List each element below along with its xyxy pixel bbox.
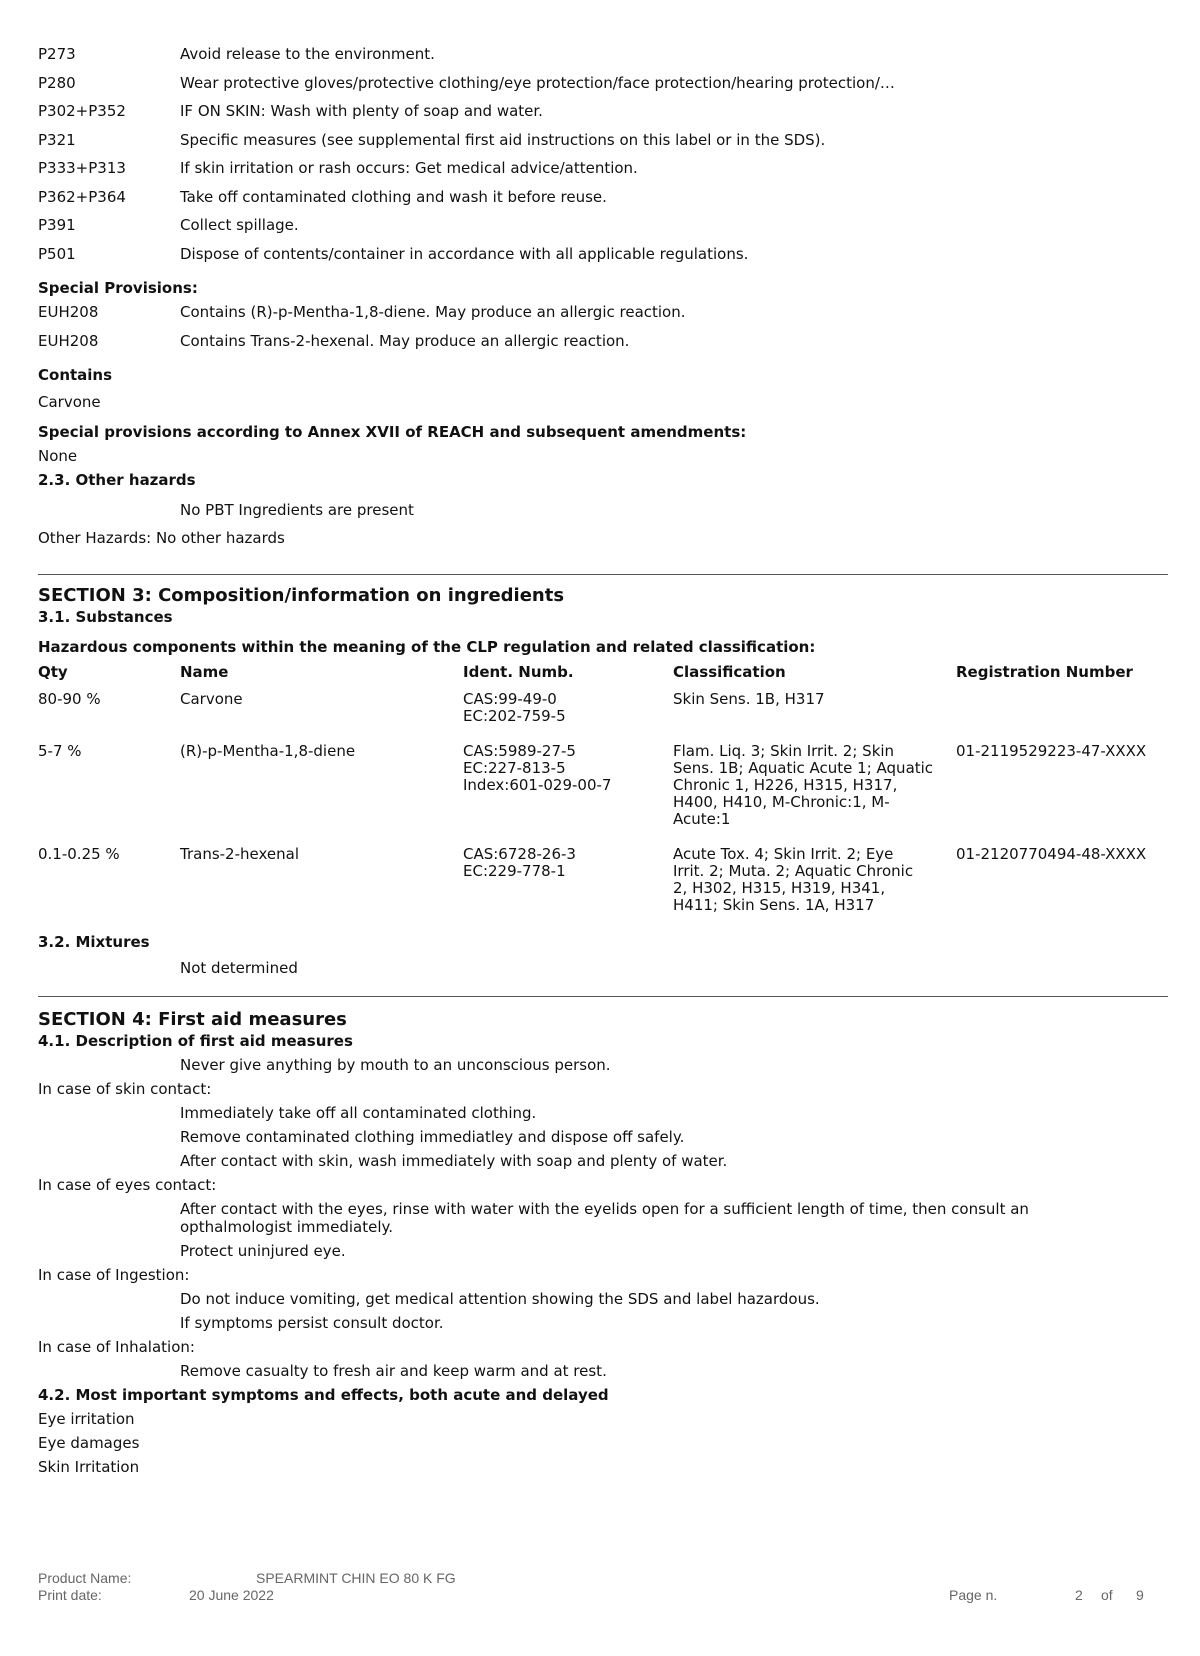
eyes-contact-item: opthalmologist immediately. bbox=[180, 1218, 394, 1236]
section3-title: SECTION 3: Composition/information on ingredients bbox=[38, 585, 565, 606]
precautionary-statements bbox=[38, 44, 1168, 272]
pstatement-row bbox=[38, 215, 1168, 244]
table-header-row bbox=[38, 663, 1168, 691]
footer-product-value: SPEARMINT CHIN EO 80 K FG bbox=[256, 1570, 456, 1586]
inhalation-label: In case of Inhalation: bbox=[38, 1338, 195, 1356]
cell-registration: 01-2120770494-48-XXXX bbox=[956, 845, 1147, 863]
cell-registration: 01-2119529223-47-XXXX bbox=[956, 742, 1147, 760]
cell-registration bbox=[956, 691, 1168, 743]
pstatement-row bbox=[38, 187, 1168, 216]
classification-line: Acute:1 bbox=[673, 810, 731, 828]
first-aid-heading: 4.1. Description of first aid measures bbox=[38, 1032, 353, 1050]
inhalation-item: Remove casualty to fresh air and keep warm and at rest. bbox=[180, 1362, 607, 1380]
pstatement-code: P321 bbox=[38, 130, 76, 149]
provision-text: Contains Trans-2-hexenal. May produce an allergic reaction. bbox=[180, 331, 630, 350]
ident-line: CAS:6728-26-3 bbox=[463, 845, 576, 863]
column-header-registration: Registration Number bbox=[956, 663, 1133, 681]
footer-product-label: Product Name: bbox=[38, 1570, 132, 1586]
pbt-statement: No PBT Ingredients are present bbox=[180, 501, 414, 519]
mixtures-heading: 3.2. Mixtures bbox=[38, 933, 150, 951]
column-header-qty: Qty bbox=[38, 663, 68, 681]
pstatement-text: Dispose of contents/container in accordance with all applicable regulations. bbox=[180, 244, 749, 263]
cell-qty: 80-90 % bbox=[38, 690, 101, 708]
footer-page-current: 2 bbox=[1075, 1587, 1083, 1603]
pstatement-row bbox=[38, 73, 1168, 102]
page-footer bbox=[38, 1570, 1168, 1604]
components-table bbox=[38, 663, 1168, 932]
column-header-name: Name bbox=[180, 663, 229, 681]
eyes-contact-item: Protect uninjured eye. bbox=[180, 1242, 346, 1260]
annex-heading: Special provisions according to Annex XVII of REACH and subsequent amendments: bbox=[38, 423, 747, 441]
other-hazards-line: Other Hazards: No other hazards bbox=[38, 529, 285, 547]
ident-line: CAS:99-49-0 bbox=[463, 690, 557, 708]
classification-line: H411; Skin Sens. 1A, H317 bbox=[673, 896, 875, 914]
pstatement-row bbox=[38, 44, 1168, 73]
skin-contact-label: In case of skin contact: bbox=[38, 1080, 212, 1098]
cell-ident bbox=[463, 743, 673, 846]
symptom-item: Eye damages bbox=[38, 1434, 140, 1452]
pstatement-text: Collect spillage. bbox=[180, 216, 299, 234]
pstatement-text: If skin irritation or rash occurs: Get medical advice/attention. bbox=[180, 159, 638, 177]
provision-row bbox=[38, 331, 1168, 360]
pstatement-text: Specific measures (see supplemental first aid instructions on this label or in the SDS). bbox=[180, 130, 826, 149]
provision-text: Contains (R)-p-Mentha-1,8-diene. May produce an allergic reaction. bbox=[180, 303, 686, 321]
ident-line: EC:229-778-1 bbox=[463, 862, 566, 880]
classification-line: Skin Sens. 1B, H317 bbox=[673, 690, 825, 708]
cell-ident bbox=[463, 846, 673, 932]
provision-row bbox=[38, 302, 1168, 331]
pstatement-code: P362+P364 bbox=[38, 187, 126, 206]
ident-line: EC:202-759-5 bbox=[463, 707, 566, 725]
pstatement-code: P333+P313 bbox=[38, 159, 126, 177]
pstatement-row bbox=[38, 244, 1168, 273]
skin-contact-item: Remove contaminated clothing immediatley and dispose off safely. bbox=[180, 1128, 685, 1146]
pstatement-text: Avoid release to the environment. bbox=[180, 45, 435, 63]
provision-code: EUH208 bbox=[38, 303, 99, 321]
footer-product-row bbox=[38, 1570, 1168, 1587]
annex-value: None bbox=[38, 447, 78, 465]
symptoms-heading: 4.2. Most important symptoms and effects, both acute and delayed bbox=[38, 1386, 609, 1404]
ident-line: EC:227-813-5 bbox=[463, 759, 566, 777]
pstatement-text: Take off contaminated clothing and wash it before reuse. bbox=[180, 187, 607, 206]
classification-line: 2, H302, H315, H319, H341, bbox=[673, 879, 886, 897]
provision-code: EUH208 bbox=[38, 331, 99, 350]
cell-name: Carvone bbox=[180, 690, 243, 708]
footer-print-row bbox=[38, 1587, 1168, 1604]
classification-line: Irrit. 2; Muta. 2; Aquatic Chronic bbox=[673, 862, 914, 880]
contains-value: Carvone bbox=[38, 393, 101, 411]
mixtures-value: Not determined bbox=[180, 959, 298, 977]
pstatement-code: P280 bbox=[38, 73, 76, 92]
pstatement-text: Wear protective gloves/protective clothing/eye protection/face protection/hearing protection/… bbox=[180, 73, 895, 92]
classification-line: H400, H410, M-Chronic:1, M- bbox=[673, 793, 890, 811]
footer-page-total: 9 bbox=[1136, 1587, 1144, 1603]
substances-heading: 3.1. Substances bbox=[38, 608, 173, 626]
pstatement-code: P273 bbox=[38, 45, 76, 63]
footer-page-label: Page n. bbox=[949, 1587, 998, 1603]
eyes-contact-item: After contact with the eyes, rinse with water with the eyelids open for a sufficient length of time, then consult an bbox=[180, 1200, 1029, 1218]
pstatement-code: P501 bbox=[38, 244, 76, 263]
first-aid-general: Never give anything by mouth to an unconscious person. bbox=[180, 1056, 611, 1074]
table-row bbox=[38, 846, 1168, 932]
eyes-contact-label: In case of eyes contact: bbox=[38, 1176, 217, 1194]
pstatement-row bbox=[38, 158, 1168, 187]
cell-name: (R)-p-Mentha-1,8-diene bbox=[180, 742, 356, 760]
cell-qty: 5-7 % bbox=[38, 742, 82, 760]
pstatement-code: P302+P352 bbox=[38, 102, 126, 120]
ident-line: CAS:5989-27-5 bbox=[463, 742, 576, 760]
cell-ident bbox=[463, 691, 673, 743]
pstatement-row bbox=[38, 101, 1168, 130]
contains-heading: Contains bbox=[38, 366, 113, 384]
symptom-item: Skin Irritation bbox=[38, 1458, 140, 1476]
skin-contact-item: After contact with skin, wash immediately with soap and plenty of water. bbox=[180, 1152, 728, 1170]
cell-classification bbox=[673, 691, 956, 743]
cell-classification bbox=[673, 743, 956, 846]
skin-contact-item: Immediately take off all contaminated clothing. bbox=[180, 1104, 537, 1122]
classification-line: Acute Tox. 4; Skin Irrit. 2; Eye bbox=[673, 845, 894, 863]
table-row bbox=[38, 691, 1168, 743]
footer-page-of: of bbox=[1101, 1587, 1113, 1603]
classification-line: Sens. 1B; Aquatic Acute 1; Aquatic bbox=[673, 759, 934, 777]
hazardous-heading: Hazardous components within the meaning of the CLP regulation and related classification: bbox=[38, 638, 816, 656]
ingestion-item: If symptoms persist consult doctor. bbox=[180, 1314, 444, 1332]
symptom-item: Eye irritation bbox=[38, 1410, 135, 1428]
sds-page bbox=[38, 44, 1168, 1481]
pstatement-row bbox=[38, 130, 1168, 159]
cell-classification bbox=[673, 846, 956, 932]
ingestion-item: Do not induce vomiting, get medical attention showing the SDS and label hazardous. bbox=[180, 1290, 820, 1308]
special-provisions-heading: Special Provisions: bbox=[38, 279, 198, 297]
footer-print-label: Print date: bbox=[38, 1587, 102, 1603]
classification-line: Chronic 1, H226, H315, H317, bbox=[673, 776, 898, 794]
table-row bbox=[38, 743, 1168, 846]
classification-line: Flam. Liq. 3; Skin Irrit. 2; Skin bbox=[673, 742, 895, 760]
pstatement-code: P391 bbox=[38, 216, 76, 234]
footer-print-value: 20 June 2022 bbox=[189, 1587, 274, 1603]
section4-title: SECTION 4: First aid measures bbox=[38, 1009, 347, 1030]
cell-qty: 0.1-0.25 % bbox=[38, 845, 120, 863]
column-header-classification: Classification bbox=[673, 663, 786, 681]
column-header-ident: Ident. Numb. bbox=[463, 663, 574, 681]
pstatement-text: IF ON SKIN: Wash with plenty of soap and water. bbox=[180, 102, 543, 120]
ident-line: Index:601-029-00-7 bbox=[463, 776, 612, 794]
other-hazards-heading: 2.3. Other hazards bbox=[38, 471, 196, 489]
cell-name: Trans-2-hexenal bbox=[180, 845, 299, 863]
ingestion-label: In case of Ingestion: bbox=[38, 1266, 190, 1284]
